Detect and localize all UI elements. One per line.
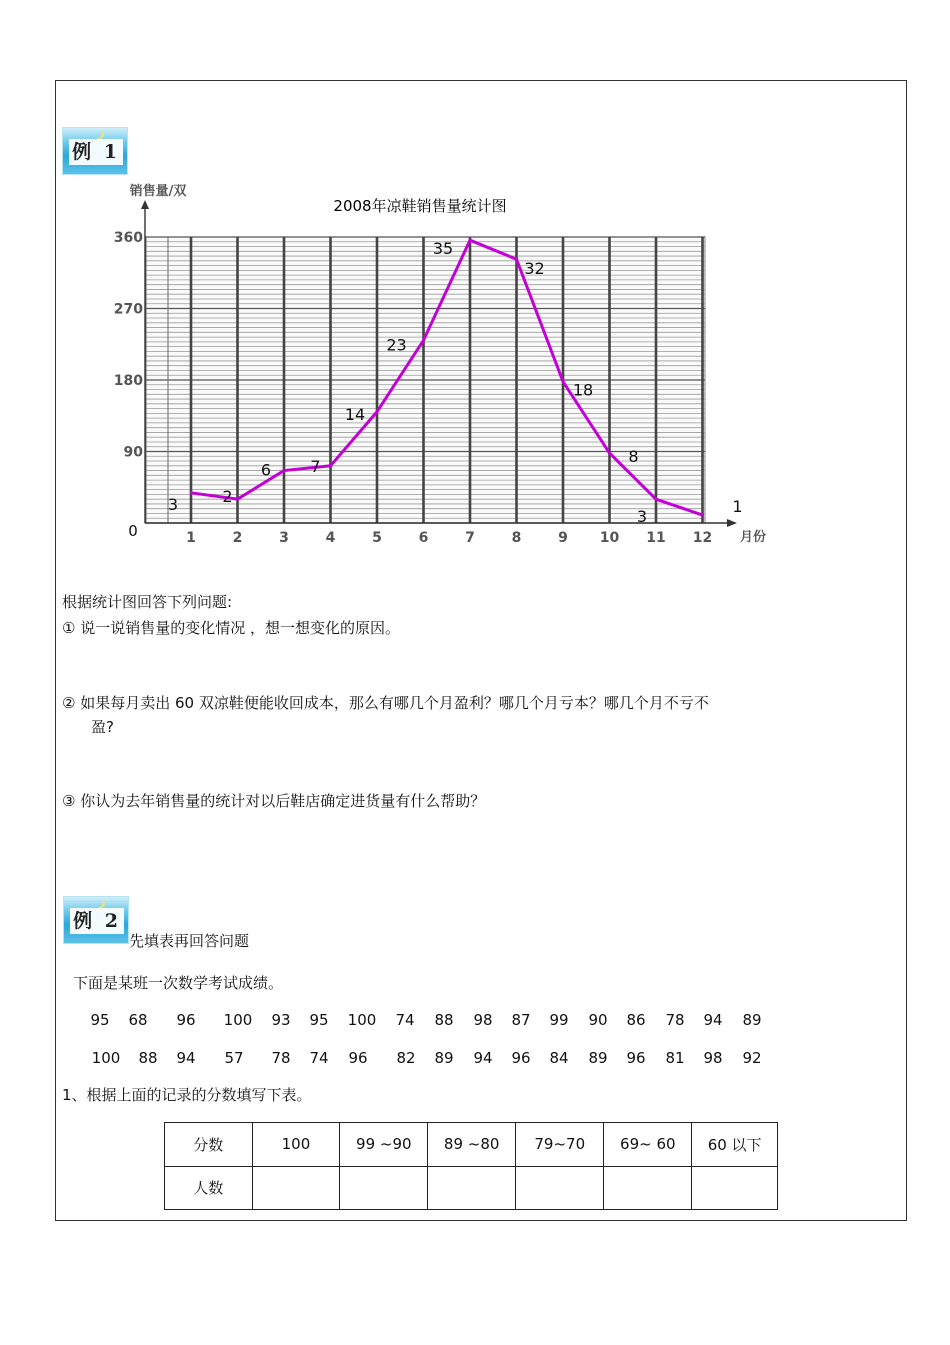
data-label: 18	[572, 380, 594, 400]
sales-point	[190, 491, 193, 494]
score-value: 86	[626, 1011, 646, 1029]
score-value: 78	[665, 1011, 685, 1029]
score-value: 84	[549, 1049, 569, 1067]
sales-point	[329, 464, 332, 467]
table-count-cell[interactable]	[428, 1166, 516, 1210]
sales-point	[283, 469, 286, 472]
score-value: 78	[271, 1049, 291, 1067]
score-value: 89	[742, 1011, 762, 1029]
score-value: 98	[703, 1049, 723, 1067]
question-1: ① 说一说销售量的变化情况 ，想一想变化的原因。	[62, 619, 400, 637]
table-header-cell: 69~ 60	[604, 1123, 692, 1167]
example-2-badge-label: 例 2	[70, 908, 124, 934]
score-value: 96	[626, 1049, 646, 1067]
example-2-intro: 下面是某班一次数学考试成绩。	[73, 974, 284, 992]
y-tick-label: 90	[123, 444, 143, 461]
score-value: 96	[176, 1011, 196, 1029]
table-row-counts	[165, 1166, 778, 1210]
data-label: 32	[524, 259, 545, 279]
score-value: 81	[665, 1049, 685, 1067]
x-tick-label: 3	[279, 530, 289, 546]
sales-point	[608, 452, 611, 455]
example-1-badge-label: 例 1	[69, 139, 123, 165]
x-tick-label: 9	[558, 530, 568, 546]
x-tick-label: 12	[692, 530, 713, 546]
x-tick-label: 5	[372, 530, 382, 546]
x-tick-label: 6	[418, 530, 429, 546]
table-count-label: 人数	[165, 1166, 253, 1210]
questions-intro: 根据统计图回答下列问题:	[62, 593, 233, 611]
table-header-cell: 60 以下	[692, 1123, 778, 1167]
score-value: 98	[473, 1011, 493, 1029]
sandal-sales-line-chart	[0, 0, 950, 560]
score-value: 82	[396, 1049, 416, 1067]
y-tick-label: 270	[113, 301, 143, 318]
data-label: 1	[732, 497, 743, 517]
score-value: 100	[223, 1011, 253, 1029]
sales-point	[469, 239, 472, 242]
moon-icon	[94, 898, 103, 907]
table-count-cell[interactable]	[692, 1166, 778, 1210]
table-header-cell: 89 ~80	[428, 1123, 516, 1167]
x-tick-label: 4	[325, 530, 336, 546]
table-header-cell: 100	[252, 1123, 340, 1167]
chart-title: 2008年凉鞋销售量统计图	[333, 197, 507, 215]
sales-point	[422, 339, 425, 342]
score-value: 94	[703, 1011, 723, 1029]
score-value: 74	[395, 1011, 415, 1029]
score-value: 96	[511, 1049, 531, 1067]
x-tick-label: 7	[465, 530, 475, 546]
data-label: 3	[167, 494, 179, 514]
score-value: 96	[348, 1049, 368, 1067]
example-2-badge	[63, 896, 129, 944]
example-2-heading: 先填表再回答问题	[129, 932, 250, 950]
score-value: 57	[224, 1049, 244, 1067]
table-row-header	[165, 1123, 778, 1167]
data-label: 23	[386, 335, 407, 355]
table-count-cell[interactable]	[604, 1166, 692, 1210]
score-value: 94	[473, 1049, 493, 1067]
y-tick-label: 180	[113, 373, 143, 389]
score-value: 90	[588, 1011, 608, 1029]
data-label: 7	[310, 456, 321, 476]
data-label: 6	[260, 460, 272, 480]
sales-point	[376, 410, 379, 413]
score-value: 94	[176, 1049, 196, 1067]
score-value: 100	[347, 1011, 377, 1029]
score-value: 88	[138, 1049, 158, 1067]
task-1: 1、根据上面的记录的分数填写下表。	[62, 1086, 312, 1104]
score-value: 88	[434, 1011, 454, 1029]
x-tick-label: 1	[186, 530, 196, 546]
chart-grid	[145, 237, 705, 523]
data-label: 3	[636, 507, 648, 527]
question-2-line-1: ② 如果每月卖出 60 双凉鞋便能收回成本，那么有哪几个月盈利？哪几个月亏本？哪几个月不亏不	[62, 694, 709, 712]
x-tick-label: 2	[232, 530, 243, 546]
y-tick-label: 0	[128, 522, 138, 540]
data-label: 8	[628, 447, 639, 467]
x-tick-label: 10	[599, 530, 620, 546]
data-label: 35	[432, 239, 454, 259]
sales-point	[236, 498, 239, 501]
sales-point	[701, 514, 704, 517]
table-count-cell[interactable]	[252, 1166, 340, 1210]
score-value: 92	[742, 1049, 762, 1067]
x-axis-label: 月份	[739, 530, 767, 545]
score-value: 68	[128, 1011, 148, 1029]
score-distribution-table	[164, 1122, 778, 1210]
y-axis-label: 销售量/双	[129, 184, 187, 199]
data-label: 14	[344, 404, 366, 424]
table-header-label: 分数	[165, 1123, 253, 1167]
score-value: 93	[271, 1011, 291, 1029]
score-value: 95	[90, 1011, 110, 1029]
question-2-line-2: 盈?	[91, 718, 114, 736]
score-value: 100	[91, 1049, 121, 1067]
data-label: 2	[222, 487, 233, 507]
x-axis-arrow	[727, 519, 737, 527]
y-tick-label: 360	[113, 230, 143, 246]
score-value: 89	[434, 1049, 454, 1067]
score-value: 95	[309, 1011, 329, 1029]
x-tick-label: 8	[511, 530, 522, 546]
sales-point	[515, 258, 518, 261]
score-value: 87	[511, 1011, 531, 1029]
table-header-cell: 99 ~90	[340, 1123, 428, 1167]
table-count-cell[interactable]	[340, 1166, 428, 1210]
y-axis-arrow	[141, 200, 149, 209]
score-value: 89	[588, 1049, 608, 1067]
sales-point	[655, 498, 658, 501]
score-value: 99	[549, 1011, 569, 1029]
sales-point	[562, 380, 565, 383]
score-value: 74	[309, 1049, 329, 1067]
table-count-cell[interactable]	[516, 1166, 604, 1210]
table-header-cell: 79~70	[516, 1123, 604, 1167]
x-tick-label: 11	[646, 530, 666, 546]
question-3: ③ 你认为去年销售量的统计对以后鞋店确定进货量有什么帮助？	[62, 792, 486, 810]
